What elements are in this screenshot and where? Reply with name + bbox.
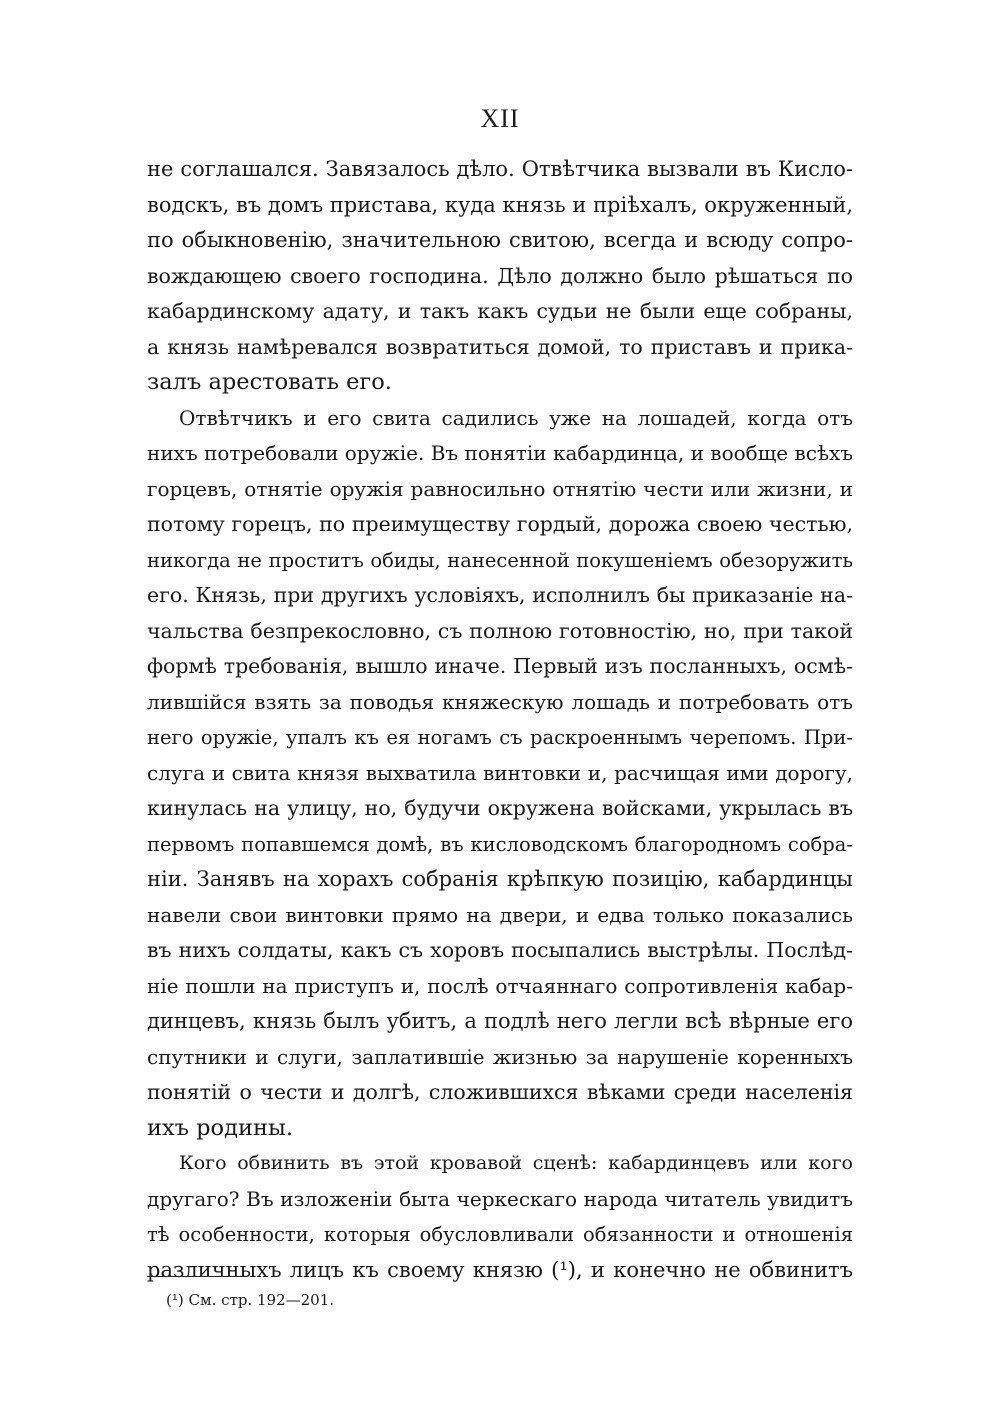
text-line: навели свои винтовки прямо на двери, и едва только показались (147, 902, 853, 927)
text-line: не соглашался. Завязалось дѣло. Отвѣтчика вызвали въ Кисло- (147, 157, 853, 181)
text-line: динцевъ, князь былъ убитъ, а подлѣ него легли всѣ вѣрные его (147, 1009, 853, 1033)
footnote-divider (147, 1276, 243, 1277)
text-line: спутники и слуги, заплатившіе жизнью за нарушеніе коренныхъ (147, 1044, 853, 1069)
paragraph-2 (147, 401, 853, 1147)
text-line: залъ арестовать его. (147, 369, 392, 395)
text-line: по обыкновенію, значительною свитою, всегда и всюду сопро- (147, 228, 853, 252)
text-line: Кого обвинить въ этой кровавой сценѣ: кабардинцевъ или кого (179, 1152, 853, 1174)
text-line: водскъ, въ домъ пристава, куда князь и пріѣхалъ, окруженный, (147, 192, 853, 217)
text-line: ніе пошли на приступъ и, послѣ отчаяннаго сопротивленія кабар- (147, 973, 853, 998)
text-line: потому горецъ, по преимуществу гордый, дорожа своею честью, (147, 512, 853, 536)
text-line: кабардинскому адату, и такъ какъ судьи не были еще собраны, (147, 299, 853, 323)
text-line: лившійся взять за поводья княжескую лошадь и потребовать отъ (147, 689, 853, 714)
page-number: XII (480, 104, 520, 133)
text-line: понятій о чести и долгѣ, сложившихся вѣками среди населенія (147, 1080, 853, 1104)
text-line: его. Князь, при другихъ условіяхъ, исполнилъ бы приказаніе на- (147, 583, 853, 607)
text-line: вождающею своего господина. Дѣло должно было рѣшаться по (147, 263, 853, 288)
text-line: формѣ требованія, вышло иначе. Первый изъ посланныхъ, осмѣ- (147, 654, 853, 678)
footnote: (¹) См. стр. 192—201. (166, 1291, 335, 1309)
paragraph-1 (147, 152, 853, 401)
text-line: ніи. Занявъ на хорахъ собранія крѣпкую позицію, кабардинцы (147, 867, 853, 891)
text-line: ихъ родины. (147, 1114, 294, 1141)
text-line: кинулась на улицу, но, будучи окружена войсками, укрылась въ (147, 796, 853, 820)
paragraph-3 (147, 1146, 853, 1288)
text-line: въ нихъ солдаты, какъ съ хоровъ посыпались выстрѣлы. Послѣд- (147, 938, 853, 962)
text-line: а князь намѣревался возвратиться домой, то приставъ и прика- (147, 334, 853, 359)
text-line: Отвѣтчикъ и его свита садились уже на лошадей, когда отъ (179, 405, 853, 430)
text-line: первомъ попавшемся домѣ, въ кисловодскомъ благородномъ собра- (147, 832, 853, 856)
text-line: никогда не проститъ обиды, нанесенной покушеніемъ обезоружить (147, 548, 853, 572)
text-line: различныхъ лицъ къ своему князю (¹), и конечно не обвинитъ (147, 1257, 853, 1282)
text-line: слуга и свита князя выхватила винтовки и, расчищая ими дорогу, (147, 760, 853, 785)
text-line: другаго? Въ изложеніи быта черкескаго народа читатель увидитъ (147, 1186, 853, 1211)
text-line: тѣ особенности, которыя обусловливали обязанности и отношенія (147, 1223, 853, 1246)
text-line: него оружіе, упалъ къ ея ногамъ съ раскроеннымъ черепомъ. При- (147, 726, 853, 749)
text-line: чальства безпрекословно, съ полною готовностію, но, при такой (147, 618, 853, 643)
text-line: нихъ потребовали оружіе. Въ понятіи кабардинца, и вообще всѣхъ (147, 441, 854, 465)
body-text (147, 152, 853, 1288)
text-line: горцевъ, отнятіе оружія равносильно отнятію чести или жизни, и (147, 476, 853, 501)
